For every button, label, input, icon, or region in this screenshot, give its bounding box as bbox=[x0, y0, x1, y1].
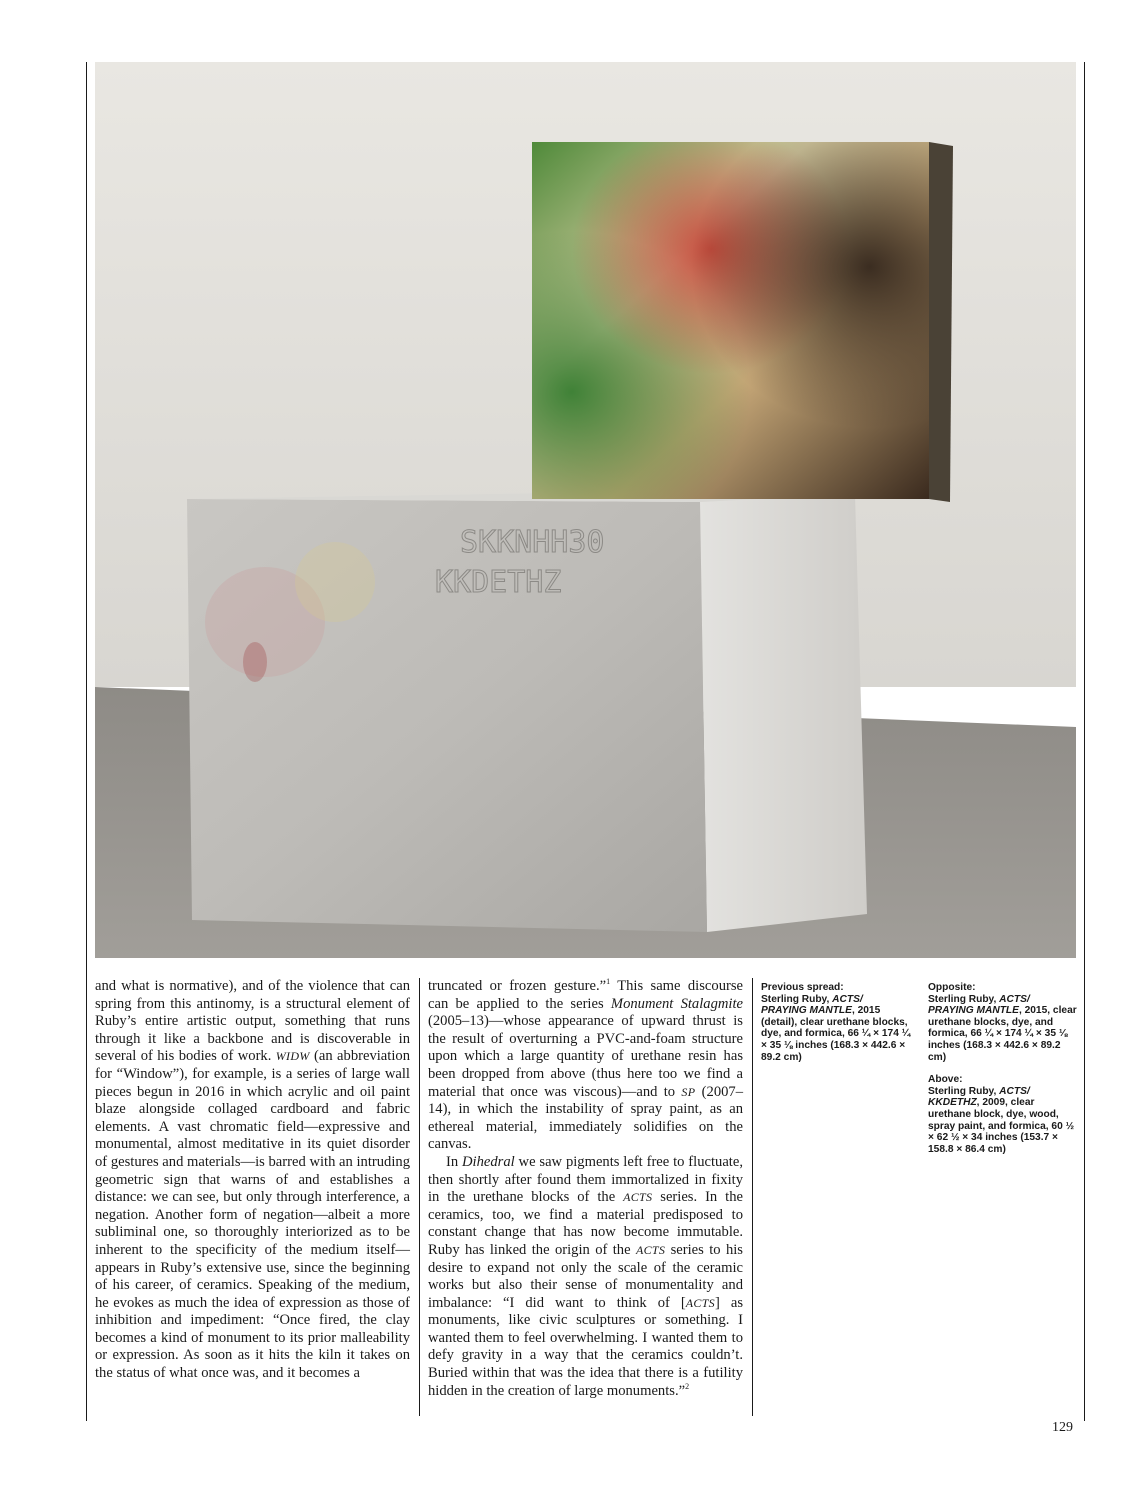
column-rule-1 bbox=[419, 978, 420, 1416]
caption-column-2 bbox=[928, 982, 1078, 1166]
paragraph bbox=[428, 1154, 743, 1400]
caption-previous-spread bbox=[761, 982, 911, 1074]
series-title-acts: ACTS bbox=[635, 1242, 666, 1257]
text-run: ] as monuments, like civic sculptures or something. I wanted them to feel overwhelming. I wanted them to defy gravity in a way that the ceramics couldn’t. Buried within that was the idea that there is a futility hidden in the creation of large monuments.” bbox=[428, 1294, 744, 1399]
series-title-acts: ACTS bbox=[685, 1295, 715, 1310]
text-run: truncated or frozen gesture.” bbox=[428, 978, 607, 994]
text-run: series to his desire to expand not only the scale of the ceramic works but also their sense of monumentality and imbalance: “I did want to think of [ bbox=[428, 1241, 743, 1311]
text-run: This same discourse can be applied to the series bbox=[428, 978, 744, 1012]
series-title-acts: ACTS bbox=[623, 1190, 653, 1205]
caption-artwork-title: ACTS/ PRAYING MANTLE bbox=[928, 993, 1030, 1017]
caption-artwork-title: ACTS/ KKDETHZ bbox=[928, 1085, 1030, 1109]
body-text-column-1 bbox=[95, 978, 410, 1383]
series-title-monument-stalagmite: Monument Stalagmite bbox=[610, 995, 743, 1012]
exhibition-title-dihedral: Dihedral bbox=[462, 1153, 515, 1170]
text-run: (2007–14), in which the instability of spray paint, as an ethereal material, immediately solidifies on the canvas. bbox=[428, 1083, 744, 1153]
footnote-ref-1: 1 bbox=[606, 977, 611, 987]
caption-heading: Previous spread: bbox=[761, 982, 844, 993]
text-run: In bbox=[446, 1153, 462, 1170]
caption-heading: Above: bbox=[928, 1074, 963, 1086]
caption-artist: Sterling Ruby, bbox=[928, 1085, 1000, 1097]
caption-heading: Opposite: bbox=[928, 982, 976, 993]
paragraph bbox=[428, 978, 743, 1154]
series-title-sp: SP bbox=[681, 1084, 696, 1099]
caption-artwork-title: ACTS/ PRAYING MANTLE bbox=[761, 993, 863, 1017]
caption-above bbox=[928, 1074, 1078, 1155]
footnote-ref-2: 2 bbox=[685, 1381, 690, 1391]
block-inscription-line-1: SKKNHH30 bbox=[460, 525, 605, 560]
left-margin-rule bbox=[86, 62, 87, 1421]
caption-opposite bbox=[928, 982, 1078, 1063]
right-margin-rule bbox=[1084, 62, 1085, 1421]
text-run: (an abbreviation for “Window”), for example, is a series of large wall pieces begun in 2016 in which acrylic and oil paint blaze alongside collaged cardboard and fabric elements. A vast chromatic field—expressive and monumental, almost meditative in its quiet disorder of gestures and materials—is barred with an intruding geometric sign that warns of and establishes a distance: we can see, but only through interference, a negation. Another form of negation—albeit a more subliminal one, so thoroughly interiorized as to be inherent to the specificity of the medium itself—appears in Ruby’s extensive use, since the beginning of his career, of ceramics. Speaking of the medium, he evokes as much the idea of expression as those of inhibition and impediment: “Once fired, the clay becomes a kind of monument to its prior malleability or expression. As soon as it hits the kiln it takes on the status of what once was, and it becomes a bbox=[95, 1048, 410, 1382]
text-run: series. In the ceramics, too, we find a material predisposed to constant change that has now become immutable. Ruby has linked the origin of the bbox=[428, 1189, 743, 1258]
paragraph bbox=[95, 978, 410, 1383]
artwork-photograph bbox=[95, 62, 1076, 958]
text-run: we saw pigments left free to fluctuate, then shortly after found them immortalized in fixity in the urethane blocks of the bbox=[428, 1153, 743, 1206]
caption-details: , 2009, clear urethane block, dye, wood, spray paint, and formica, 60 ½ × 62 ½ × 34 inches (153.7 × 158.8 × 86.4 cm) bbox=[928, 1097, 1075, 1155]
page-number: 129 bbox=[1052, 1420, 1073, 1435]
series-title-widw: WIDW bbox=[275, 1049, 310, 1064]
text-run: and what is normative), and of the violence that can spring from this antinomy, is a structural element of Ruby’s entire artistic output, something that runs through it like a backbone and is discoverable in several of his bodies of work. bbox=[95, 978, 410, 1065]
caption-details: , 2015, clear urethane blocks, dye, and formica, 66 ¼ × 174 ¼ × 35 ⅛ inches (168.3 × 442.6 × 89.2 cm) bbox=[928, 1005, 1077, 1063]
caption-artist: Sterling Ruby, bbox=[928, 993, 1000, 1005]
block-inscription-line-2: KKDETHZ bbox=[435, 565, 562, 600]
body-text-column-2 bbox=[428, 978, 743, 1400]
text-run: (2005–13)—whose appearance of upward thrust is the result of overturning a PVC-and-foam structure upon which a large quantity of urethane resin has been dropped from above (thus here too we find a material that once was viscous)—and to bbox=[428, 1013, 743, 1100]
caption-details: , 2015 (detail), clear urethane blocks, dye, and formica, 66 ¼ × 174 ¼ × 35 ⅛ inches (168.3 × 442.6 × 89.2 cm) bbox=[761, 1005, 911, 1063]
caption-artist: Sterling Ruby, bbox=[761, 993, 833, 1005]
column-rule-2 bbox=[752, 978, 753, 1416]
